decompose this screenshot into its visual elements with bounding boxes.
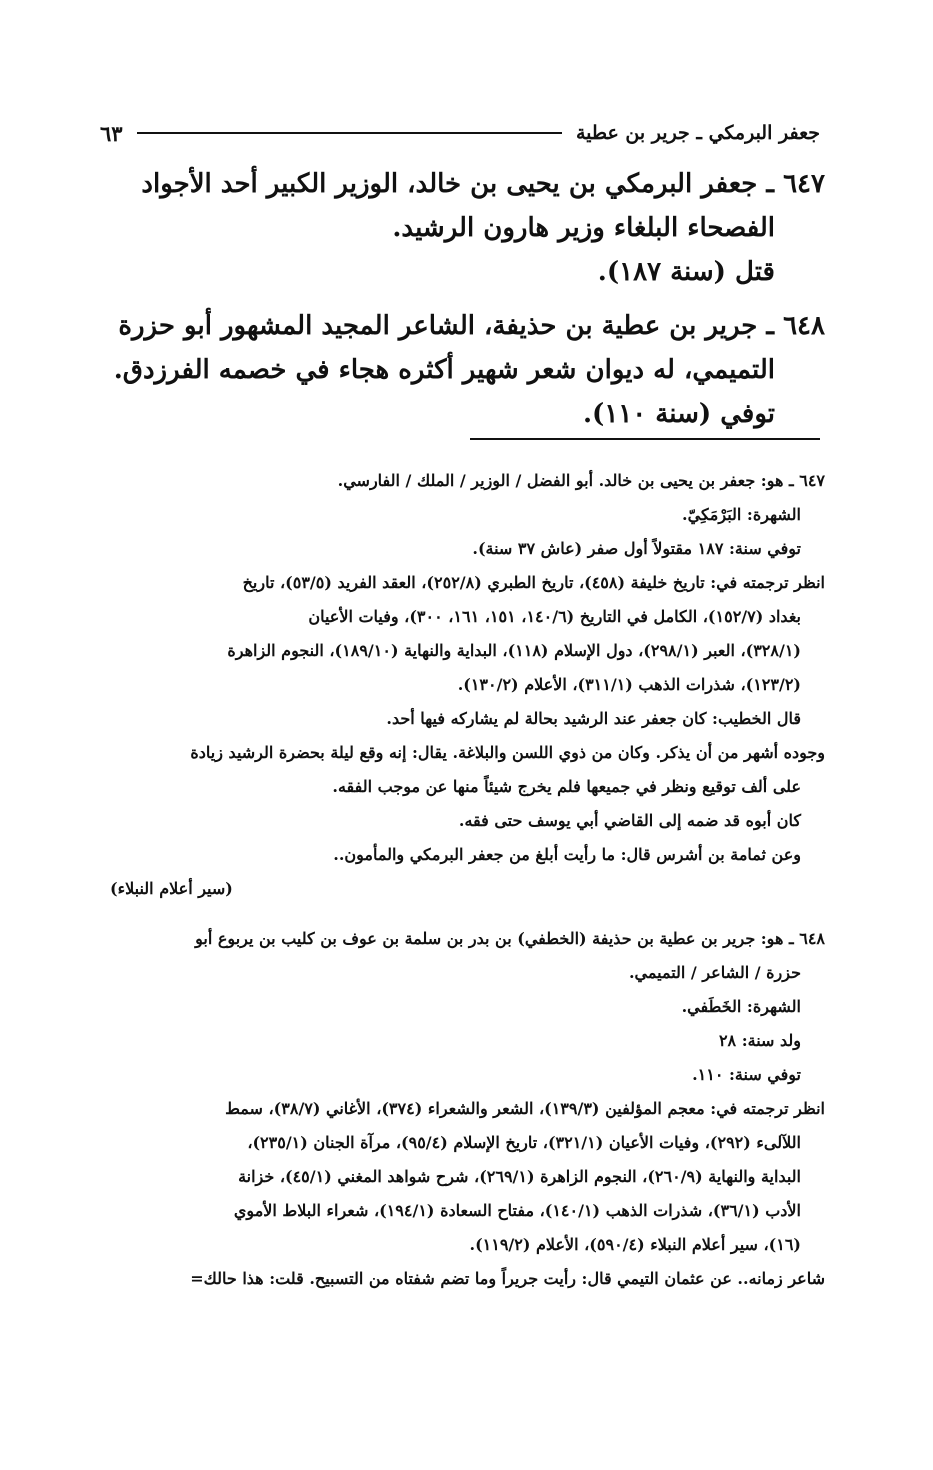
footnote-line: الشهرة: الخَطَفي.	[681, 997, 801, 1016]
footnote-line: ٦٤٨ ـ هو: جرير بن عطية بن حذيفة (الخطفي) بن بدر بن سلمة بن عوف بن كليب بن يربوع أبو	[195, 929, 825, 948]
footnote-line: وعن ثمامة بن أشرس قال: ما رأيت أبلغ من جعفر البرمكي والمأمون..	[333, 845, 801, 864]
header-rule	[137, 132, 562, 134]
footnote-line: ولد سنة: ٢٨	[718, 1031, 801, 1050]
footnote-648	[110, 922, 825, 1296]
entry-line: توفي (سنة ١١٠).	[582, 399, 775, 429]
footnote-line: قال الخطيب: كان جعفر عند الرشيد بحالة لم يشاركه فيها أحد.	[386, 709, 801, 728]
page-header	[100, 118, 820, 148]
footnote-647	[110, 464, 825, 906]
footnote-source: (سير أعلام النبلاء)	[110, 879, 233, 898]
footnote-line: البداية والنهاية (٢٦٠/٩)، النجوم الزاهرة (٢٦٩/١)، شرح شواهد المغني (٤٥/١)، خزانة	[238, 1167, 801, 1186]
page-number: ٦٣	[100, 120, 123, 146]
footnote-line: توفي سنة: ١٨٧ مقتولاً أول صفر (عاش ٣٧ سنة).	[472, 539, 801, 558]
footnote-line: (٣٢٨/١)، العبر (٢٩٨/١)، دول الإسلام (١١٨)، البداية والنهاية (١٨٩/١٠)، النجوم الزاهرة	[227, 641, 801, 660]
footnote-line: انظر ترجمته في: تاريخ خليفة (٤٥٨)، تاريخ الطبري (٢٥٢/٨)، العقد الفريد (٥٣/٥)، تاريخ	[242, 573, 825, 592]
footnote-line: حزرة / الشاعر / التميمي.	[628, 963, 801, 982]
entry-line: الفصحاء البلغاء وزير هارون الرشيد.	[392, 213, 775, 243]
footnote-line: شاعر زمانه.. عن عثمان التيمي قال: رأيت جريراً وما تضم شفتاه من التسبيح. قلت: هذا حالك=	[190, 1269, 825, 1288]
footnote-line: بغداد (١٥٢/٧)، الكامل في التاريخ (١٤٠/٦، ١٥١، ١٦١، ٣٠٠)، وفيات الأعيان	[308, 607, 801, 626]
entry-line: ٦٤٨ ـ جرير بن عطية بن حذيفة، الشاعر المجيد المشهور أبو حزرة	[118, 311, 825, 341]
footnote-separator	[470, 438, 820, 440]
entry-line: ٦٤٧ ـ جعفر البرمكي بن يحيى بن خالد، الوزير الكبير أحد الأجواد	[141, 169, 825, 199]
footnote-line: الشهرة: البَرْمَكِيّ.	[682, 505, 801, 524]
main-entry-647	[110, 162, 825, 294]
footnote-line: الأدب (٣٦/١)، شذرات الذهب (١٤٠/١)، مفتاح السعادة (١٩٤/١)، شعراء البلاط الأموي	[233, 1201, 801, 1220]
footnote-line: على ألف توقيع ونظر في جميعها فلم يخرج شيئاً منها عن موجب الفقه.	[332, 777, 801, 796]
footnote-line: كان أبوه قد ضمه إلى القاضي أبي يوسف حتى فقه.	[458, 811, 801, 830]
footnote-line: (١٢٣/٢)، شذرات الذهب (٣١١/١)، الأعلام (١٣٠/٢).	[457, 675, 801, 694]
entry-line: التميمي، له ديوان شعر شهير أكثره هجاء في خصمه الفرزدق.	[113, 355, 775, 385]
footnote-line: ٦٤٧ ـ هو: جعفر بن يحيى بن خالد. أبو الفضل / الوزير / الملك / الفارسي.	[337, 471, 825, 490]
footnote-line: اللآلىء (٢٩٢)، وفيات الأعيان (٣٢١/١)، تاريخ الإسلام (٩٥/٤)، مرآة الجنان (٢٣٥/١)،	[247, 1133, 801, 1152]
footnote-line: وجوده أشهر من أن يذكر. وكان من ذوي اللسن والبلاغة. يقال: إنه وقع ليلة بحضرة الرشيد زيادة	[190, 743, 825, 762]
main-entry-648	[110, 304, 825, 436]
footnote-line: توفي سنة: ١١٠.	[692, 1065, 801, 1084]
entry-line: قتل (سنة ١٨٧).	[597, 257, 775, 287]
running-title: جعفر البرمكي ـ جرير بن عطية	[575, 122, 820, 144]
footnote-line: (١٦)، سير أعلام النبلاء (٥٩٠/٤)، الأعلام (١١٩/٢).	[469, 1235, 801, 1254]
footnote-line: انظر ترجمته في: معجم المؤلفين (١٣٩/٣)، الشعر والشعراء (٣٧٤)، الأغاني (٣٨/٧)، سمط	[225, 1099, 825, 1118]
